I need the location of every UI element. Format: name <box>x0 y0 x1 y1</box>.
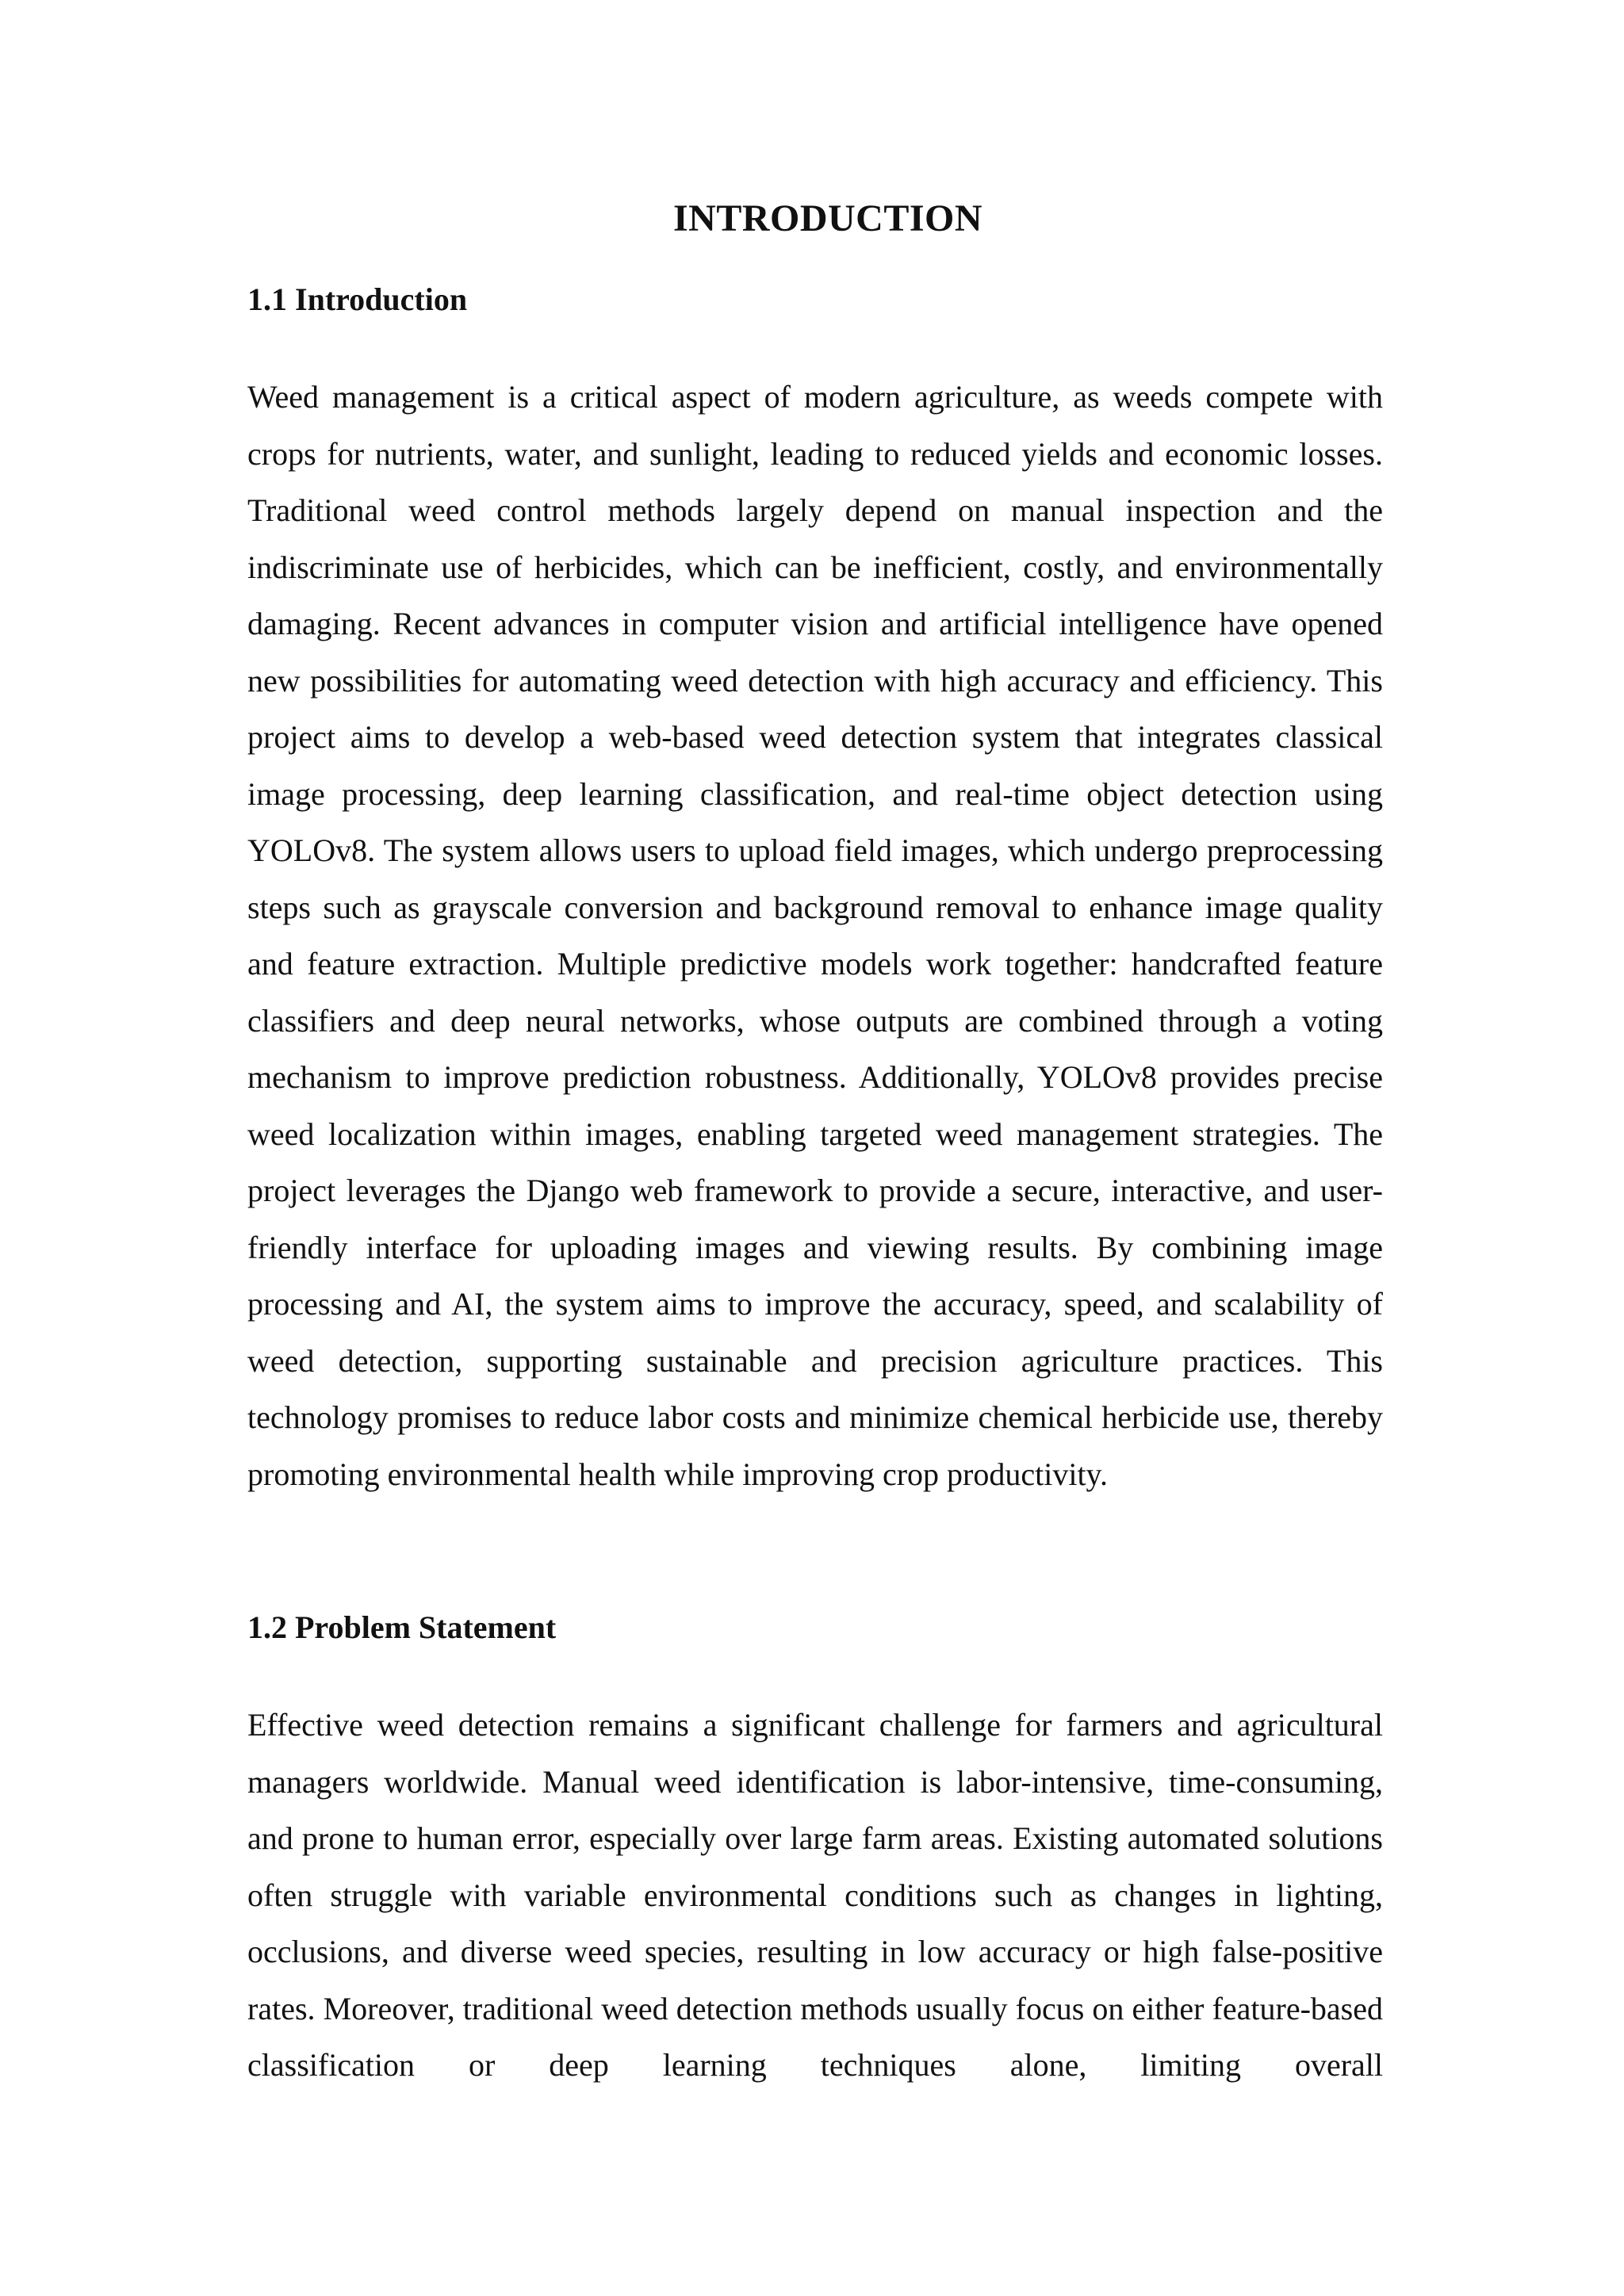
section-body-problem-statement: Effective weed detection remains a significant challenge for farmers and agricultural managers worldwide. Manual weed identification is labor-intensive, time-consuming, and prone to human error, especially over large farm areas. Existing automated solutions often struggle with variable environmental conditions such as changes in lighting, occlusions, and diverse weed species, resulting in low accuracy or high false-positive rates. Moreover, traditional weed detection methods usually focus on either feature-based classification or deep learning techniques alone, limiting overall <box>247 1707 1383 2083</box>
section-heading-introduction: 1.1 Introduction <box>247 281 468 317</box>
page-title: INTRODUCTION <box>672 197 983 239</box>
section-body-introduction: Weed management is a critical aspect of modern agriculture, as weeds compete with crops for nutrients, water, and sunlight, leading to reduced yields and economic losses. Traditional weed control methods largely depend on manual inspection and the indiscriminate use of herbicides, which can be inefficient, costly, and environmentally damaging. Recent advances in computer vision and artificial intelligence have opened new possibilities for automating weed detection with high accuracy and efficiency. This project aims to develop a web-based weed detection system that integrates classical image processing, deep learning classification, and real-time object detection using YOLOv8. The system allows users to upload field images, which undergo preprocessing steps such as grayscale conversion and background removal to enhance image quality and feature extraction. Multiple predictive models work together: handcrafted feature classifiers and deep neural networks, whose outputs are combined through a voting mechanism to improve prediction robustness. Additionally, YOLOv8 provides precise weed localization within images, enabling targeted weed management strategies. The project leverages the Django web framework to provide a secure, interactive, and user-friendly interface for uploading images and viewing results. By combining image processing and AI, the system aims to improve the accuracy, speed, and scalability of weed detection, supporting sustainable and precision agriculture practices. This technology promises to reduce labor costs and minimize chemical herbicide use, thereby promoting environmental health while improving crop productivity. <box>247 379 1383 1492</box>
section-heading-problem-statement: 1.2 Problem Statement <box>247 1609 557 1645</box>
